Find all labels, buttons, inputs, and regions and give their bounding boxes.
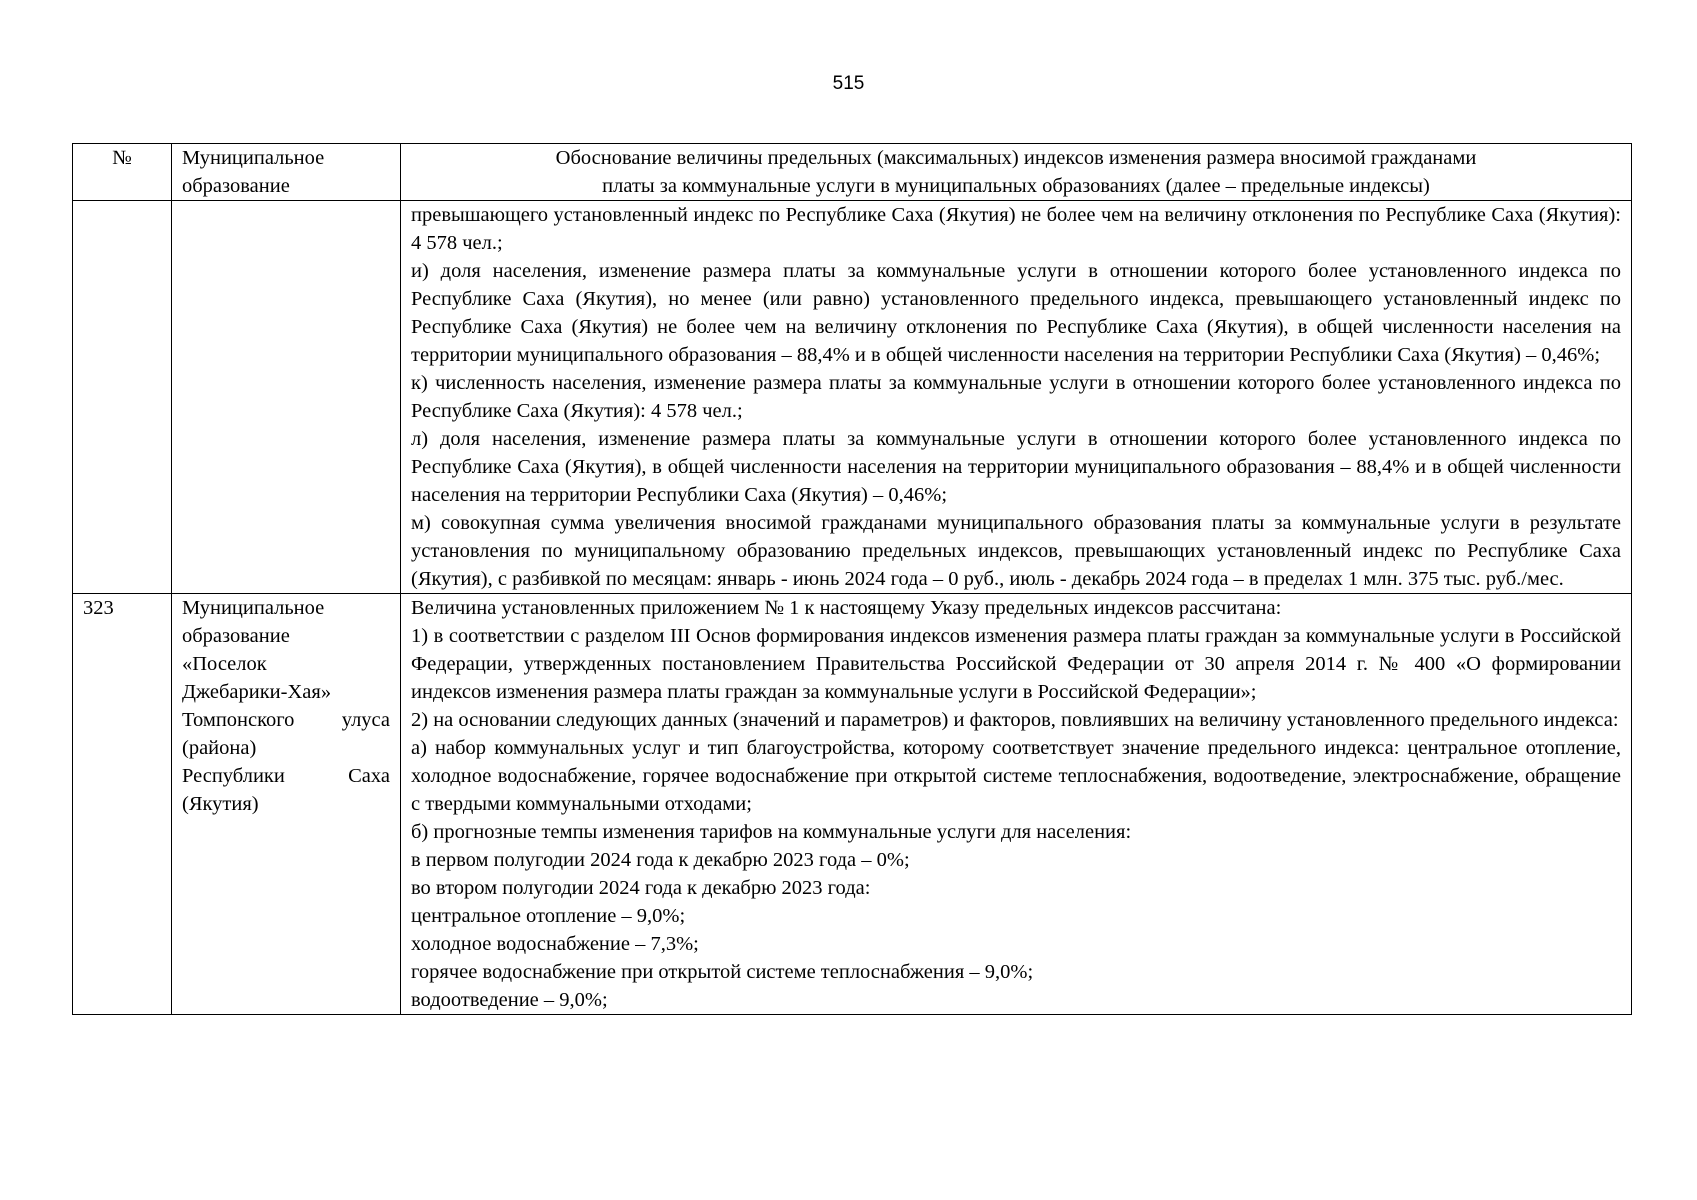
municipality-line: Томпонского улуса — [182, 709, 390, 731]
description-paragraph: центральное отопление – 9,0%; — [411, 905, 686, 927]
justification-table — [72, 143, 1632, 1015]
description-paragraph: превышающего установленный индекс по Республике Саха (Якутия) не более чем на величину отклонения по Республике Саха (Якутия): 4 578 чел.; — [411, 204, 1621, 254]
row-number: 323 — [73, 594, 172, 1015]
header-description — [401, 144, 1632, 201]
header-description-line: платы за коммунальные услуги в муниципальных образованиях (далее – предельные индексы) — [602, 175, 1430, 197]
description-paragraph: водоотведение – 9,0%; — [411, 989, 608, 1011]
municipality-line: образование — [182, 625, 290, 647]
description-paragraph: в первом полугодии 2024 года к декабрю 2023 года – 0%; — [411, 849, 910, 871]
description-paragraph: м) совокупная сумма увеличения вносимой гражданами муниципального образования платы за коммунальные услуги в результате установления по муниципальному образованию предельных индексов, превышающих установленный индекс по Республике Саха (Якутия), с разбивкой по месяцам: январь - июнь 2024 года – 0 руб., июль - декабрь 2024 года – в пределах 1 млн. 375 тыс. руб./мес. — [411, 512, 1621, 590]
municipality-line: Республики Саха — [182, 765, 390, 787]
row-municipality — [172, 594, 401, 1015]
table-row — [73, 201, 1632, 594]
municipality-line: (района) — [182, 737, 257, 759]
header-municipality-line: Муниципальное — [182, 147, 325, 169]
table-header-row — [73, 144, 1632, 201]
page-number: 515 — [832, 73, 865, 94]
description-paragraph: б) прогнозные темпы изменения тарифов на коммунальные услуги для населения: — [411, 821, 1132, 843]
header-municipality — [172, 144, 401, 201]
description-paragraph: л) доля населения, изменение размера платы за коммунальные услуги в отношении которого более установленного индекса по Республике Саха (Якутия), в общей численности населения на территории муниципального образования – 88,4% и в общей численности населения на территории Республики Саха (Якутия) – 0,46%; — [411, 428, 1621, 506]
row-number — [73, 201, 172, 594]
description-paragraph: во втором полугодии 2024 года к декабрю 2023 года: — [411, 877, 871, 899]
description-paragraph: горячее водоснабжение при открытой системе теплоснабжения – 9,0%; — [411, 961, 1034, 983]
municipality-line: «Поселок — [182, 653, 267, 675]
municipality-line: Джебарики-Хая» — [182, 681, 332, 703]
description-paragraph: к) численность населения, изменение размера платы за коммунальные услуги в отношении которого более установленного индекса по Республике Саха (Якутия): 4 578 чел.; — [411, 372, 1621, 422]
description-paragraph: и) доля населения, изменение размера платы за коммунальные услуги в отношении которого более установленного индекса по Республике Саха (Якутия), но менее (или равно) установленного предельного индекса, превышающего установленный индекс по Республике Саха (Якутия) не более чем на величину отклонения по Республике Саха (Якутия), в общей численности населения на территории муниципального образования – 88,4% и в общей численности населения на территории Республики Саха (Якутия) – 0,46%; — [411, 260, 1621, 366]
municipality-line: (Якутия) — [182, 793, 259, 815]
header-number: № — [73, 144, 172, 201]
municipality-line: Муниципальное — [182, 597, 325, 619]
row-description — [401, 201, 1632, 594]
description-paragraph: 1) в соответствии с разделом III Основ формирования индексов изменения размера платы граждан за коммунальные услуги в Российской Федерации, утвержденных постановлением Правительства Российской Федерации от 30 апреля 2014 г. № 400 «О формировании индексов изменения размера платы граждан за коммунальные услуги в Российской Федерации»; — [411, 625, 1621, 703]
description-paragraph: холодное водоснабжение – 7,3%; — [411, 933, 699, 955]
description-paragraph: Величина установленных приложением № 1 к настоящему Указу предельных индексов рассчитана: — [411, 597, 1282, 619]
description-paragraph: 2) на основании следующих данных (значений и параметров) и факторов, повлиявших на величину установленного предельного индекса: — [411, 709, 1619, 731]
header-municipality-line: образование — [182, 175, 290, 197]
table-row — [73, 594, 1632, 1015]
row-municipality — [172, 201, 401, 594]
row-description — [401, 594, 1632, 1015]
description-paragraph: а) набор коммунальных услуг и тип благоустройства, которому соответствует значение предельного индекса: центральное отопление, холодное водоснабжение, горячее водоснабжение при открытой системе теплоснабжения, водоотведение, электроснабжение, обращение с твердыми коммунальными отходами; — [411, 737, 1621, 815]
header-description-line: Обоснование величины предельных (максимальных) индексов изменения размера вносимой гражданами — [555, 147, 1477, 169]
